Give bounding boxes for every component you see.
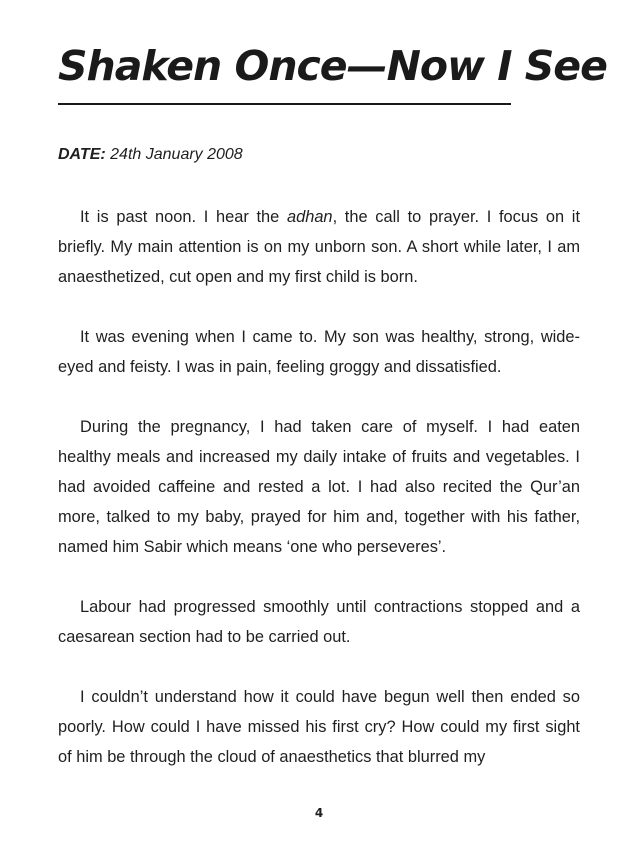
date-line (58, 143, 243, 167)
paragraph-2: It was evening when I came to. My son was healthy, strong, wide-eyed and feisty. I was in pain, feeling groggy and dissatisfied. (58, 328, 580, 376)
paragraph-5: I couldn’t understand how it could have begun well then ended so poorly. How could I have missed his first cry? How could my first sight of him be through the cloud of anaesthetics that blurred my (58, 688, 580, 766)
paragraph-3: During the pregnancy, I had taken care of myself. I had eaten healthy meals and increased my daily intake of fruits and vegetables. I had avoided caffeine and rested a lot. I had also recited the Qur’an more, talked to my baby, prayed for him and, together with his father, named him Sabir which means ‘one who perseveres’. (58, 418, 580, 556)
paragraph-1-emphasis: adhan (286, 208, 333, 226)
page-number: 4 (314, 806, 324, 820)
paragraph-1 (58, 202, 580, 292)
date-value: 24th January 2008 (110, 146, 243, 163)
body-text (58, 202, 580, 772)
page-title: Shaken Once—Now I See (58, 42, 607, 90)
title-underline (58, 103, 511, 105)
paragraph-4: Labour had progressed smoothly until contractions stopped and a caesarean section had to be carried out. (58, 598, 580, 646)
paragraph-1-start: It is past noon. I hear the (80, 208, 287, 226)
date-label: DATE: (58, 146, 106, 163)
paragraph-1-end: , the call to prayer. I focus on it briefly. My main attention is on my unborn son. A short while later, I am anaesthetized, cut open and my first child is born. (58, 208, 580, 286)
